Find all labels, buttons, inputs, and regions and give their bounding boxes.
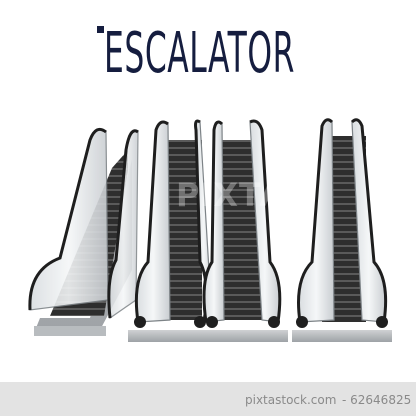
page-title: ESCALATOR — [104, 21, 295, 86]
watermark: PIXTA — [176, 176, 286, 214]
escalator-side-view — [30, 129, 138, 336]
escalator-front-double — [128, 121, 288, 342]
footer-image-id: - 62646825 — [342, 393, 412, 407]
footer-site: pixtastock.com — [245, 393, 337, 407]
escalator-front-single — [292, 120, 392, 342]
